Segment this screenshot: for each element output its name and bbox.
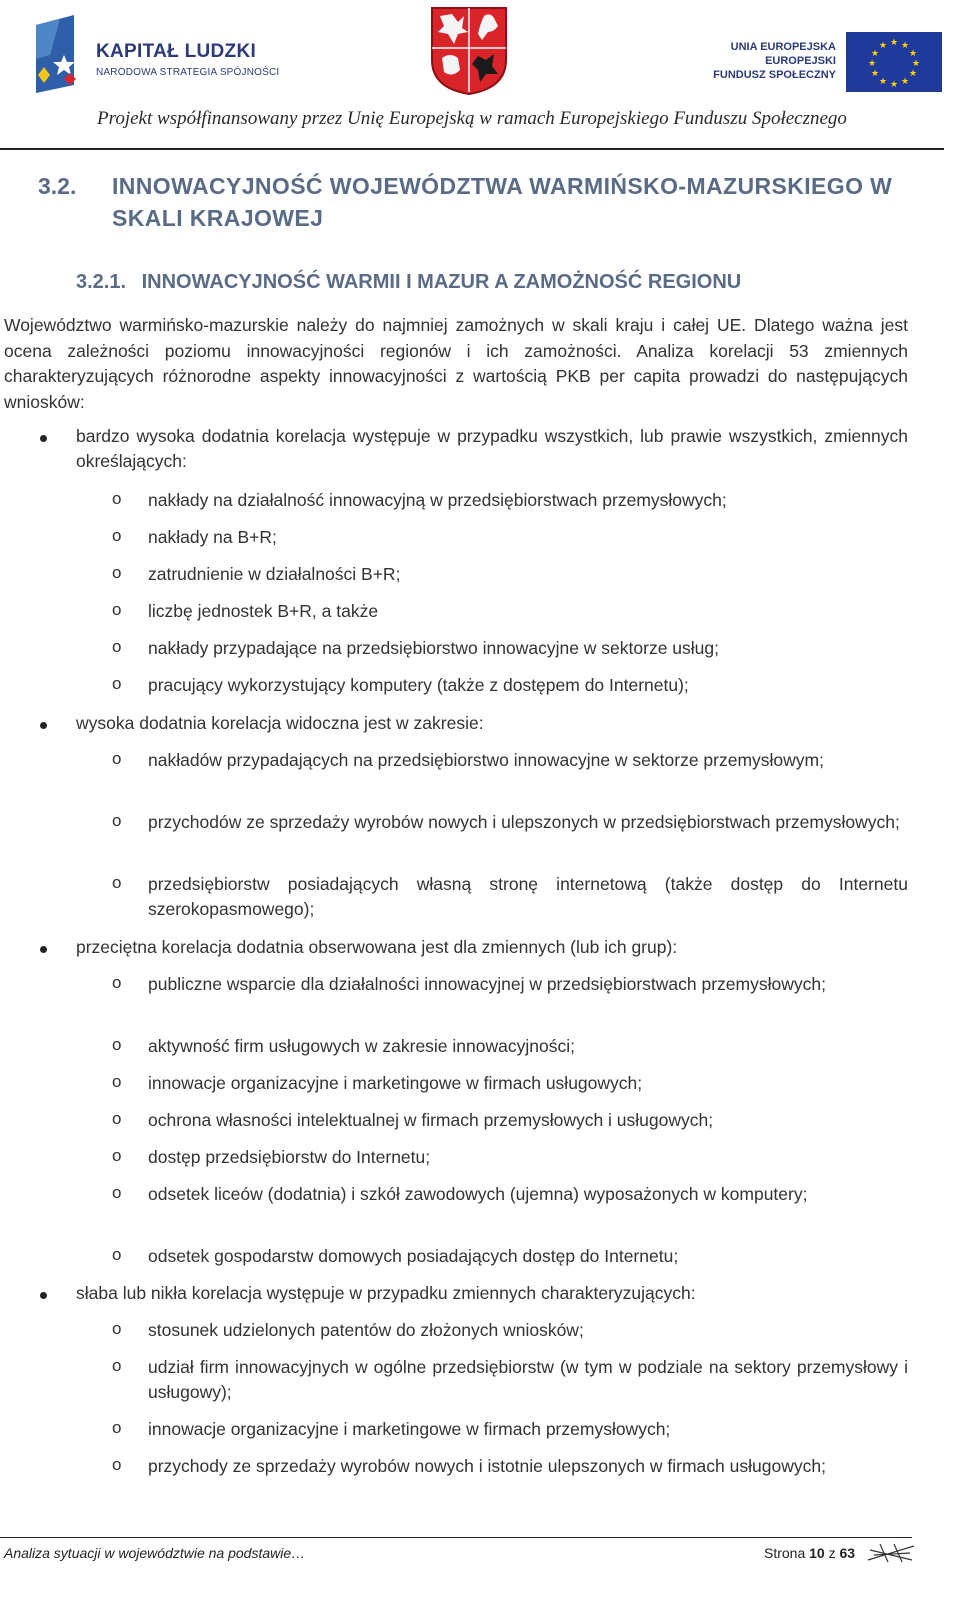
sub-list-item: przychody ze sprzedaży wyrobów nowych i istotnie ulepszonych w firmach usługowych; [148,1456,826,1476]
subsection-heading [76,271,741,294]
sub-bullet-icon: o [112,674,122,693]
sub-bullet-icon: o [112,1356,122,1375]
bullet-icon [40,946,47,953]
sub-bullet-icon: o [112,637,122,656]
sub-bullet-icon: o [112,749,122,768]
footer-divider [0,1537,912,1538]
project-motto: Projekt współfinansowany przez Unię Europejską w ramach Europejskiego Funduszu Społecznego [97,108,847,129]
sub-bullet-icon: o [112,600,122,619]
sub-list-item: pracujący wykorzystujący komputery (także z dostępem do Internetu); [148,675,689,695]
svg-text:★: ★ [911,59,921,69]
voivodeship-crest-icon [428,4,510,96]
svg-text:★: ★ [878,77,888,87]
page-header [0,0,960,152]
page-separator: z [828,1545,836,1561]
kapital-ludzki-subtitle: NARODOWA STRATEGIA SPÓJNOŚCI [96,67,280,78]
sub-bullet-icon: o [112,1455,122,1474]
sub-list-item: udział firm innowacyjnych w ogólne przedsiębiorstw (w tym w podziale na sektory przemysłowy i usługowy); [148,1357,908,1402]
bullet-icon [40,722,47,729]
sub-bullet-icon: o [112,811,122,830]
sub-list-item: aktywność firm usługowych w zakresie innowacyjności; [148,1036,575,1056]
sub-list-item: liczbę jednostek B+R, a także [148,601,379,621]
page-current: 10 [809,1545,825,1561]
sub-list-item: nakłady przypadające na przedsiębiorstwo innowacyjne w sektorze usług; [148,638,720,658]
intro-paragraph: Województwo warmińsko-mazurskie należy do najmniej zamożnych w skali kraju i całej UE. Dlatego ważna jest ocena zależności poziomu innowacyjności regionów i ich zamożności. Analiza korelacji 53 zmiennych charakteryzujących różnorodne aspekty innowacyjności z wartością PKB per capita prowadzi do następujących wniosków: [4,315,908,412]
sub-bullet-icon: o [112,1183,122,1202]
sub-list-item: dostęp przedsiębiorstw do Internetu; [148,1147,431,1167]
sub-bullet-icon: o [112,1319,122,1338]
kapital-ludzki-title: KAPITAŁ LUDZKI [96,41,257,62]
svg-text:★: ★ [900,41,910,51]
sub-bullet-icon: o [112,873,122,892]
svg-text:★: ★ [878,41,888,51]
bullet-icon [40,1292,47,1299]
sub-list-item: publiczne wsparcie dla działalności innowacyjnej w przedsiębiorstwach przemysłowych; [148,974,826,994]
list-item: wysoka dodatnia korelacja widoczna jest w zakresie: [76,713,484,733]
sub-list-item: przychodów ze sprzedaży wyrobów nowych i ulepszonych w przedsiębiorstwach przemysłowych; [148,812,900,832]
page-total: 63 [839,1545,856,1561]
eu-social-fund-logo [712,32,942,92]
sub-bullet-icon: o [112,1146,122,1165]
sub-list-item: przedsiębiorstw posiadających własną stronę internetową (także dostęp do Internetu szerokopasmowego); [148,874,908,919]
sub-bullet-icon: o [112,1072,122,1091]
page-number [764,1545,855,1561]
list-item: bardzo wysoka dodatnia korelacja występuje w przypadku wszystkich, lub prawie wszystkich, zmiennych określających: [76,426,908,471]
sub-list-item: stosunek udzielonych patentów do złożonych wniosków; [148,1320,584,1340]
eu-line-3: FUNDUSZ SPOŁECZNY [713,69,836,81]
section-number: 3.2. [38,173,77,199]
svg-text:★: ★ [900,77,910,87]
subsection-number: 3.2.1. [76,271,127,293]
eu-flag-icon [846,32,942,92]
sub-bullet-icon: o [112,1418,122,1437]
sub-list-item: innowacje organizacyjne i marketingowe w firmach usługowych; [148,1073,643,1093]
list-item: przeciętna korelacja dodatnia obserwowana jest dla zmiennych (lub ich grup): [76,937,678,957]
eu-line-1: UNIA EUROPEJSKA [730,41,836,53]
sub-list-item: zatrudnienie w działalności B+R; [148,564,401,584]
sub-bullet-icon: o [112,1109,122,1128]
sub-list-item: ochrona własności intelektualnej w firmach przemysłowych i usługowych; [148,1110,714,1130]
svg-text:★: ★ [908,49,918,59]
sub-bullet-icon: o [112,973,122,992]
sub-list-item: innowacje organizacyjne i marketingowe w firmach przemysłowych; [148,1419,671,1439]
svg-text:★: ★ [870,49,880,59]
svg-text:★: ★ [908,69,918,79]
sub-bullet-icon: o [112,563,122,582]
header-divider [0,148,944,150]
svg-text:★: ★ [870,69,880,79]
sub-bullet-icon: o [112,1245,122,1264]
footer-document-title: Analiza sytuacji w województwie na podstawie… [4,1545,306,1561]
kapital-ludzki-mark-icon [30,15,82,95]
sub-bullet-icon: o [112,1035,122,1054]
page-prefix: Strona [764,1545,806,1561]
sub-bullet-icon: o [112,489,122,508]
sub-list-item: nakłady na B+R; [148,527,277,547]
svg-text:★: ★ [889,80,899,90]
list-item: słaba lub nikła korelacja występuje w przypadku zmiennych charakteryzujących: [76,1283,696,1303]
sub-list-item: nakładów przypadających na przedsiębiorstwo innowacyjne w sektorze przemysłowym; [148,750,824,770]
bullet-icon [40,435,47,442]
footer-ornament-icon [866,1542,916,1564]
subsection-title: INNOWACYJNOŚĆ WARMII I MAZUR A ZAMOŻNOŚĆ REGIONU [141,271,742,293]
kapital-ludzki-logo [30,15,290,95]
sub-list-item: odsetek gospodarstw domowych posiadających dostęp do Internetu; [148,1246,679,1266]
eu-line-2: EUROPEJSKI [765,55,836,67]
sub-list-item: nakłady na działalność innowacyjną w przedsiębiorstwach przemysłowych; [148,490,727,510]
sub-bullet-icon: o [112,526,122,545]
section-title: INNOWACYJNOŚĆ WOJEWÓDZTWA WARMIŃSKO-MAZURSKIEGO W SKALI KRAJOWEJ [112,173,893,231]
svg-text:★: ★ [867,59,877,69]
sub-list-item: odsetek liceów (dodatnia) i szkół zawodowych (ujemna) wyposażonych w komputery; [148,1184,808,1204]
svg-text:★: ★ [889,38,899,48]
